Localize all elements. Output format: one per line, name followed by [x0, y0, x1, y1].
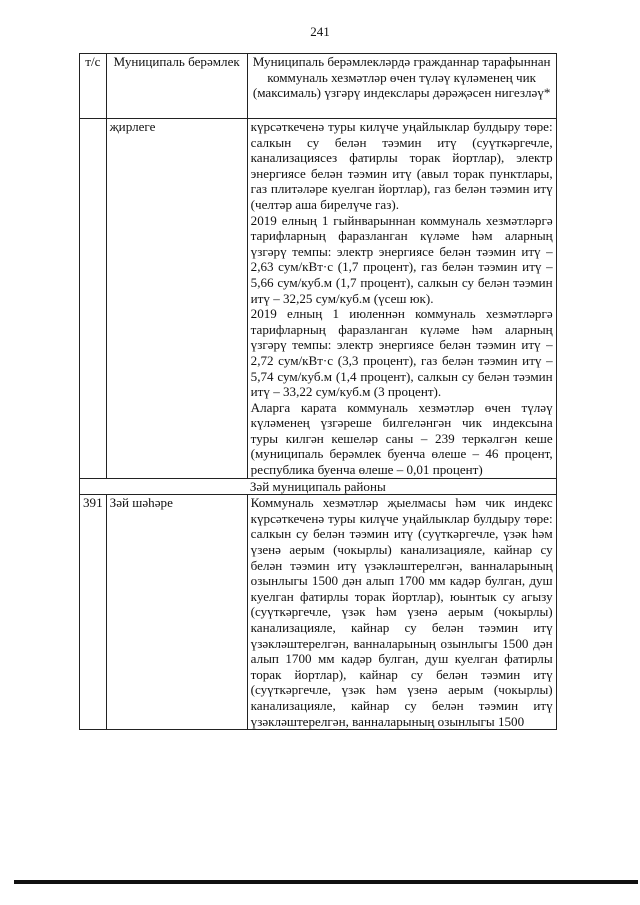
footer-rule	[14, 880, 638, 884]
municipality-cell: җирлеге	[106, 119, 247, 479]
page-number: 241	[310, 24, 330, 39]
paragraph: 2019 елның 1 июленнән коммуналь хезмәтләргә тарифларның фаразланган күләме һәм аларның үзгәрү темпы: электр энергиясе белән тәэмин итү – 2,72 сум/кВт·с (3,3 процент), газ белән тәэмин итү – 5,74 сум/куб.м (1,4 процент), салкын су белән тәэмин итү – 33,22 сум/куб.м (3 процент).	[250, 306, 553, 400]
row-number-cell	[80, 119, 107, 479]
header-no: т/с	[80, 54, 107, 119]
header-row	[80, 54, 557, 119]
row-number-cell: 391	[80, 495, 107, 730]
description-cell: Коммуналь хезмәтләр җыелмасы һәм чик индекс күрсәткеченә туры килүче уңайлыклар булдыру төре: салкын су белән тәэмин итү (суүткәргечле, үзәк һәм үзенә аерым (чокырлы) канализацияле, кайнар су белән тәэмин итү үзәкләштерелгән, ванналарының озынлыгы 1500 дән алып 1700 мм кадәр булган, душ куелган фатирлы торак йортлар), юынтык су агызу (суүткәргечле, үзәк һәм үзенә аерым (чокырлы) канализацияле, кайнар су белән тәэмин итү үзәкләштерелгән, ванналарының озынлыгы 1500 дән алып 1700 мм кадәр булган, душ куелган фатирлы торак йортлар), кайнар су белән тәэмин итү (суүткәргечле, үзәк һәм үзенә аерым (чокырлы) канализацияле, кайнар су белән тәэмин итү үзәкләштерелгән, ванналарының озынлыгы 1500	[247, 495, 556, 730]
table-row	[80, 119, 557, 479]
paragraph: күрсәткеченә туры килүче уңайлыклар булдыру төре: салкын су белән тәэмин итү (суүткәргечле, канализациясез фатирлы торак йортлар), электр энергиясе белән тәэмин итү (авыл торак пунктлары, газ плитәләре куелган йортлар), газ белән тәэмин итү (челтәр аша бирелүче газ).	[250, 119, 553, 212]
section-title: Зәй муниципаль районы	[80, 478, 557, 495]
header-municipality: Муниципаль берәмлек	[106, 54, 247, 119]
header-description: Муниципаль берәмлекләрдә гражданнар тарафыннан коммуналь хезмәтләр өчен түләү күләменең чик (максималь) үзгәрү индекслары дәрәҗәсен нигезләү*	[247, 54, 556, 119]
section-row	[80, 478, 557, 495]
paragraph: 2019 елның 1 гыйнварыннан коммуналь хезмәтләргә тарифларның фаразланган күләме һәм аларның үзгәрү темпы: электр энергиясе белән тәэмин итү – 2,63 сум/кВт·с (1,7 процент), газ белән тәэмин итү – 5,66 сум/куб.м (1,7 процент), салкын су белән тәэмин итү – 32,25 сум/куб.м (үсеш юк).	[250, 212, 553, 306]
municipality-cell: Зәй шәһәре	[106, 495, 247, 730]
tariff-table	[79, 53, 557, 730]
description-cell	[247, 119, 556, 479]
table-row	[80, 495, 557, 730]
paragraph: Аларга карата коммуналь хезмәтләр өчен түләү күләменең үзгәреше билгеләнгән чик индексына туры килгән кешеләр саны – 239 теркәлгән кеше (муниципаль берәмлек буенча өлеше – 46 процент, республика буенча өлеше – 0,01 процент)	[250, 399, 553, 478]
